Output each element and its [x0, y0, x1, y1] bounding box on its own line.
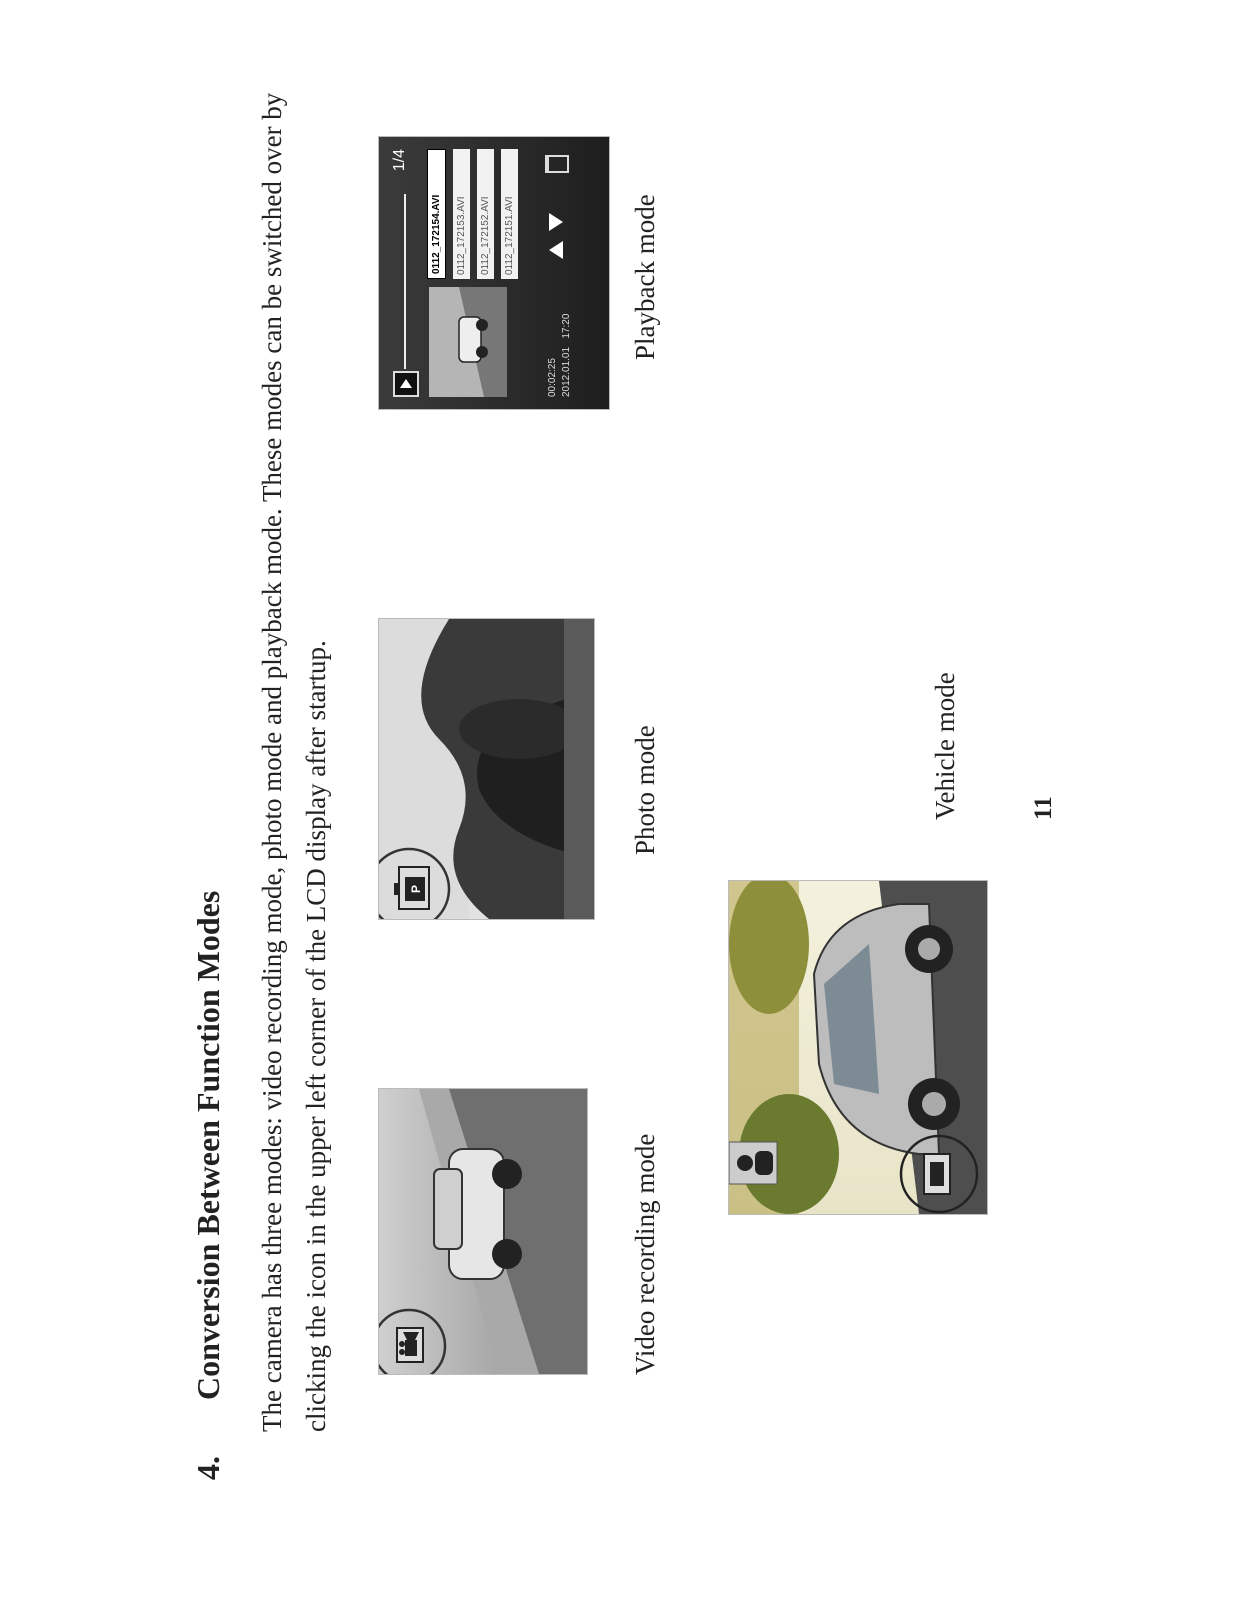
page-indicator: 1/4	[391, 149, 408, 172]
photo-mode-image	[379, 619, 594, 919]
page-number: 11	[1030, 796, 1057, 820]
person-icon[interactable]	[729, 1142, 777, 1184]
video-camera-icon[interactable]	[397, 1328, 423, 1362]
file-list-item[interactable]: 0112_172152.AVI	[477, 149, 494, 279]
file-list	[427, 149, 518, 279]
video-mode-image	[379, 1089, 587, 1374]
play-icon[interactable]	[393, 371, 419, 397]
section-number: 4.	[190, 1456, 226, 1480]
video-mode-screenshot	[378, 1088, 588, 1375]
vehicle-mode-icon[interactable]	[924, 1154, 950, 1194]
section-title: Conversion Between Function Modes	[190, 890, 226, 1400]
intro-paragraph: The camera has three modes: video recording mode, photo mode and playback mode. These modes can be switched over by clicking the icon in the upper left corner of the LCD display after startup.	[257, 92, 331, 1432]
photo-mode-caption: Photo mode	[630, 725, 660, 855]
clip-duration: 00:02:25	[547, 358, 558, 397]
vehicle-mode-screenshot	[728, 880, 988, 1215]
playback-thumbnail	[429, 287, 507, 397]
photo-mode-screenshot	[378, 618, 595, 920]
title-rule	[404, 194, 406, 369]
photo-camera-icon[interactable]	[394, 867, 429, 909]
section-heading	[190, 891, 227, 1480]
file-list-item[interactable]: 0112_172153.AVI	[453, 149, 470, 279]
playback-mode-screenshot	[378, 136, 610, 410]
vehicle-mode-image	[729, 881, 987, 1214]
trash-icon[interactable]	[545, 155, 569, 173]
playback-mode-caption: Playback mode	[630, 194, 660, 360]
clip-datetime: 2012.01.01 17:20	[561, 313, 572, 397]
file-list-item[interactable]: 0112_172151.AVI	[501, 149, 518, 279]
video-mode-caption: Video recording mode	[630, 1133, 660, 1375]
down-arrow-icon[interactable]	[549, 213, 563, 231]
photo-icon-letter: P	[409, 884, 423, 894]
file-list-item-selected[interactable]: 0112_172154.AVI	[427, 149, 446, 279]
vehicle-mode-caption: Vehicle mode	[930, 672, 960, 820]
up-arrow-icon[interactable]	[549, 241, 563, 259]
